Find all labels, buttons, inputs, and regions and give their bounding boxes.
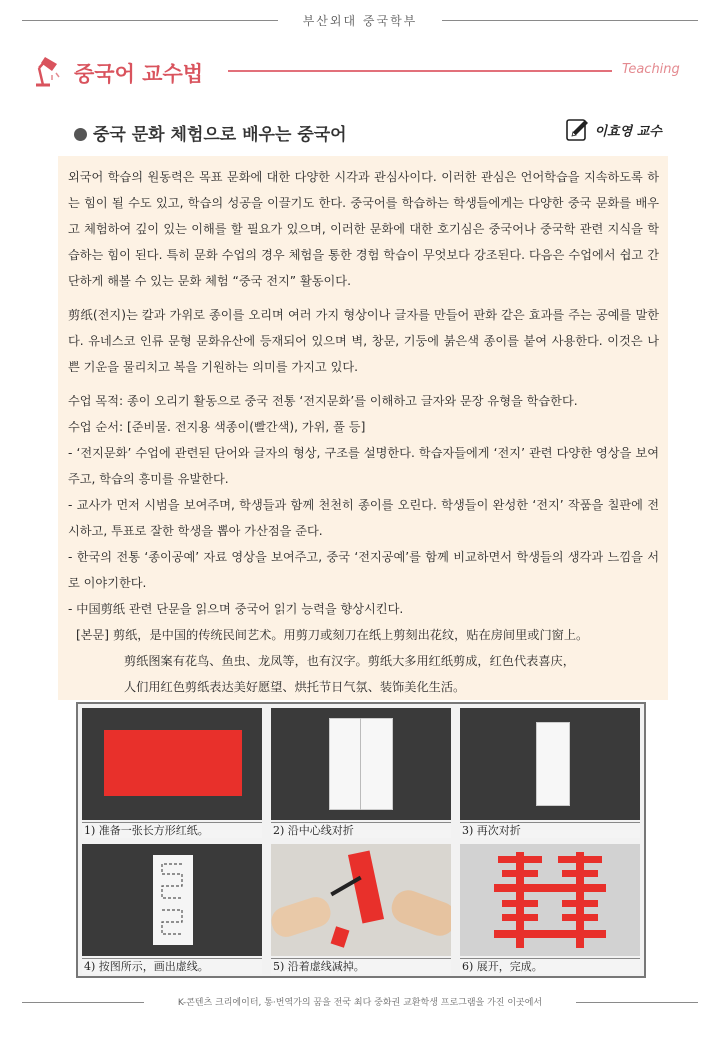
page-header	[22, 10, 698, 30]
right-hand	[387, 886, 451, 941]
center-fold-line	[360, 718, 361, 810]
lesson-step-4: - 中国剪纸 관련 단문을 읽으며 중국어 읽기 능력을 향상시킨다.	[68, 602, 404, 616]
step-photo-4	[82, 844, 262, 956]
papercut-steps-figure	[76, 702, 646, 978]
chinese-text-1: 剪纸，是中国的传统民间艺术。用剪刀或刻刀在纸上剪刻出花纹，贴在房间里或门窗上。	[112, 628, 589, 642]
bullet-dot	[74, 128, 87, 141]
jianzhi-paragraph: 剪纸(전지)는 칼과 가위로 종이를 오리며 여러 가지 형상이나 글자를 만들어 판화 같은 효과를 주는 공예를 말한다. 유네스코 인류 문형 문화유산에 등재되어 있으며 벽, 창문, 기둥에 붉은색 종이를 붙여 사용한다. 이것은 나쁜 기운을 물리치고 복을 기원하는 의미를 가지고 있다.	[68, 308, 659, 374]
step-photo-5	[271, 844, 451, 956]
paper-scrap	[331, 926, 350, 947]
intro-paragraph: 외국어 학습의 원동력은 목표 문화에 대한 다양한 시각과 관심사이다. 이러한 관심은 언어학습을 지속하도록 하는 힘이 될 수도 있고, 학습의 성공을 이끌기도 한다. 중국어를 학습하는 학생들에게는 다양한 중국 문화를 배우고 체험하여 깊이 있는 이해를 할 필요가 있으며, 이러한 문화에 대한 호기심은 중국어나 중국학 관련 지식을 학습하는 힘이 된다. 특히 문화 수업의 경우 체험을 통한 경험 학습이 무엇보다 강조된다. 다음은 수업에서 쉽고 간단하게 해볼 수 있는 문화 체험 “중국 전지” 활동이다.	[68, 170, 659, 288]
article-body	[58, 156, 668, 700]
lesson-goal: 수업 목적: 종이 오리기 활동으로 중국 전통 ‘전지문화’를 이해하고 글자와 문장 유형을 학습한다.	[68, 394, 578, 408]
chinese-text-line-3: 人们用红色剪纸表达美好愿望、烘托节日气氛、装饰美化生活。	[124, 680, 466, 694]
step-caption-4: 4) 按图所示，画出虚线。	[82, 958, 262, 974]
folded-paper	[329, 718, 393, 810]
lesson-step-3: - 한국의 전통 ‘종이공예’ 자료 영상을 보여주고, 중국 ‘전지공예’를 함께 비교하면서 학생들의 생각과 느낌을 서로 이야기한다.	[68, 550, 659, 590]
red-paper-sheet	[104, 730, 242, 796]
dashed-pattern-paper	[152, 854, 194, 946]
pen-icon	[566, 118, 590, 142]
step-caption-3: 3) 再次对折	[460, 822, 640, 838]
author-name: 이효영 교수	[594, 124, 662, 140]
text-label: [본문]	[76, 628, 110, 642]
section-title: 중국어 교수법	[74, 62, 204, 86]
footer-right-rule	[576, 1002, 698, 1003]
article-title	[74, 120, 347, 145]
double-happiness-papercut	[494, 852, 606, 948]
chinese-text-line-2: 剪纸图案有花鸟、鱼虫、龙凤等，也有汉字。剪纸大多用红纸剪成，红色代表喜庆，	[124, 654, 575, 668]
header-text: 부산외대 중국학부	[302, 14, 418, 28]
step-caption-6: 6) 展开，完成。	[460, 958, 640, 974]
section-title-rule	[228, 70, 612, 72]
step-photo-6	[460, 844, 640, 956]
lesson-step-1: - ‘전지문화’ 수업에 관련된 단어와 글자의 형상, 구조를 설명한다. 학습자들에게 ‘전지’ 관련 다양한 영상을 보여주고, 학습의 흥미를 유발한다.	[68, 446, 659, 486]
chinese-text-line-1	[68, 622, 659, 648]
step-photo-2	[271, 708, 451, 820]
header-right-rule	[442, 20, 698, 21]
author-byline	[566, 118, 662, 144]
twice-folded-paper	[536, 722, 570, 806]
lamp-icon	[30, 54, 62, 88]
step-caption-2: 2) 沿中心线对折	[271, 822, 451, 838]
page-footer	[22, 994, 698, 1014]
lesson-order: 수업 순서: [준비물. 전지용 색종이(빨간색), 가위, 풀 등]	[68, 420, 366, 434]
footer-left-rule	[22, 1002, 144, 1003]
step-caption-5: 5) 沿着虚线减掉。	[271, 958, 451, 974]
step-photo-1	[82, 708, 262, 820]
article-title-text: 중국 문화 체험으로 배우는 중국어	[93, 125, 347, 145]
lesson-step-2: - 교사가 먼저 시범을 보여주며, 학생들과 함께 천천히 종이를 오린다. 학생들이 완성한 ‘전지’ 작품을 칠판에 전시하고, 투표로 잘한 학생을 뽑아 가산점을 준다.	[68, 498, 659, 538]
step-caption-1: 1) 准备一张长方形红纸。	[82, 822, 262, 838]
section-tag: Teaching	[622, 62, 680, 77]
footer-text: K-콘텐츠 크리에이터, 통·번역가의 꿈을 전국 최다 중화권 교환학생 프로그램을 가진 이곳에서	[177, 998, 543, 1008]
left-hand	[271, 893, 334, 940]
red-paper-strip	[348, 850, 384, 923]
step-photo-3	[460, 708, 640, 820]
